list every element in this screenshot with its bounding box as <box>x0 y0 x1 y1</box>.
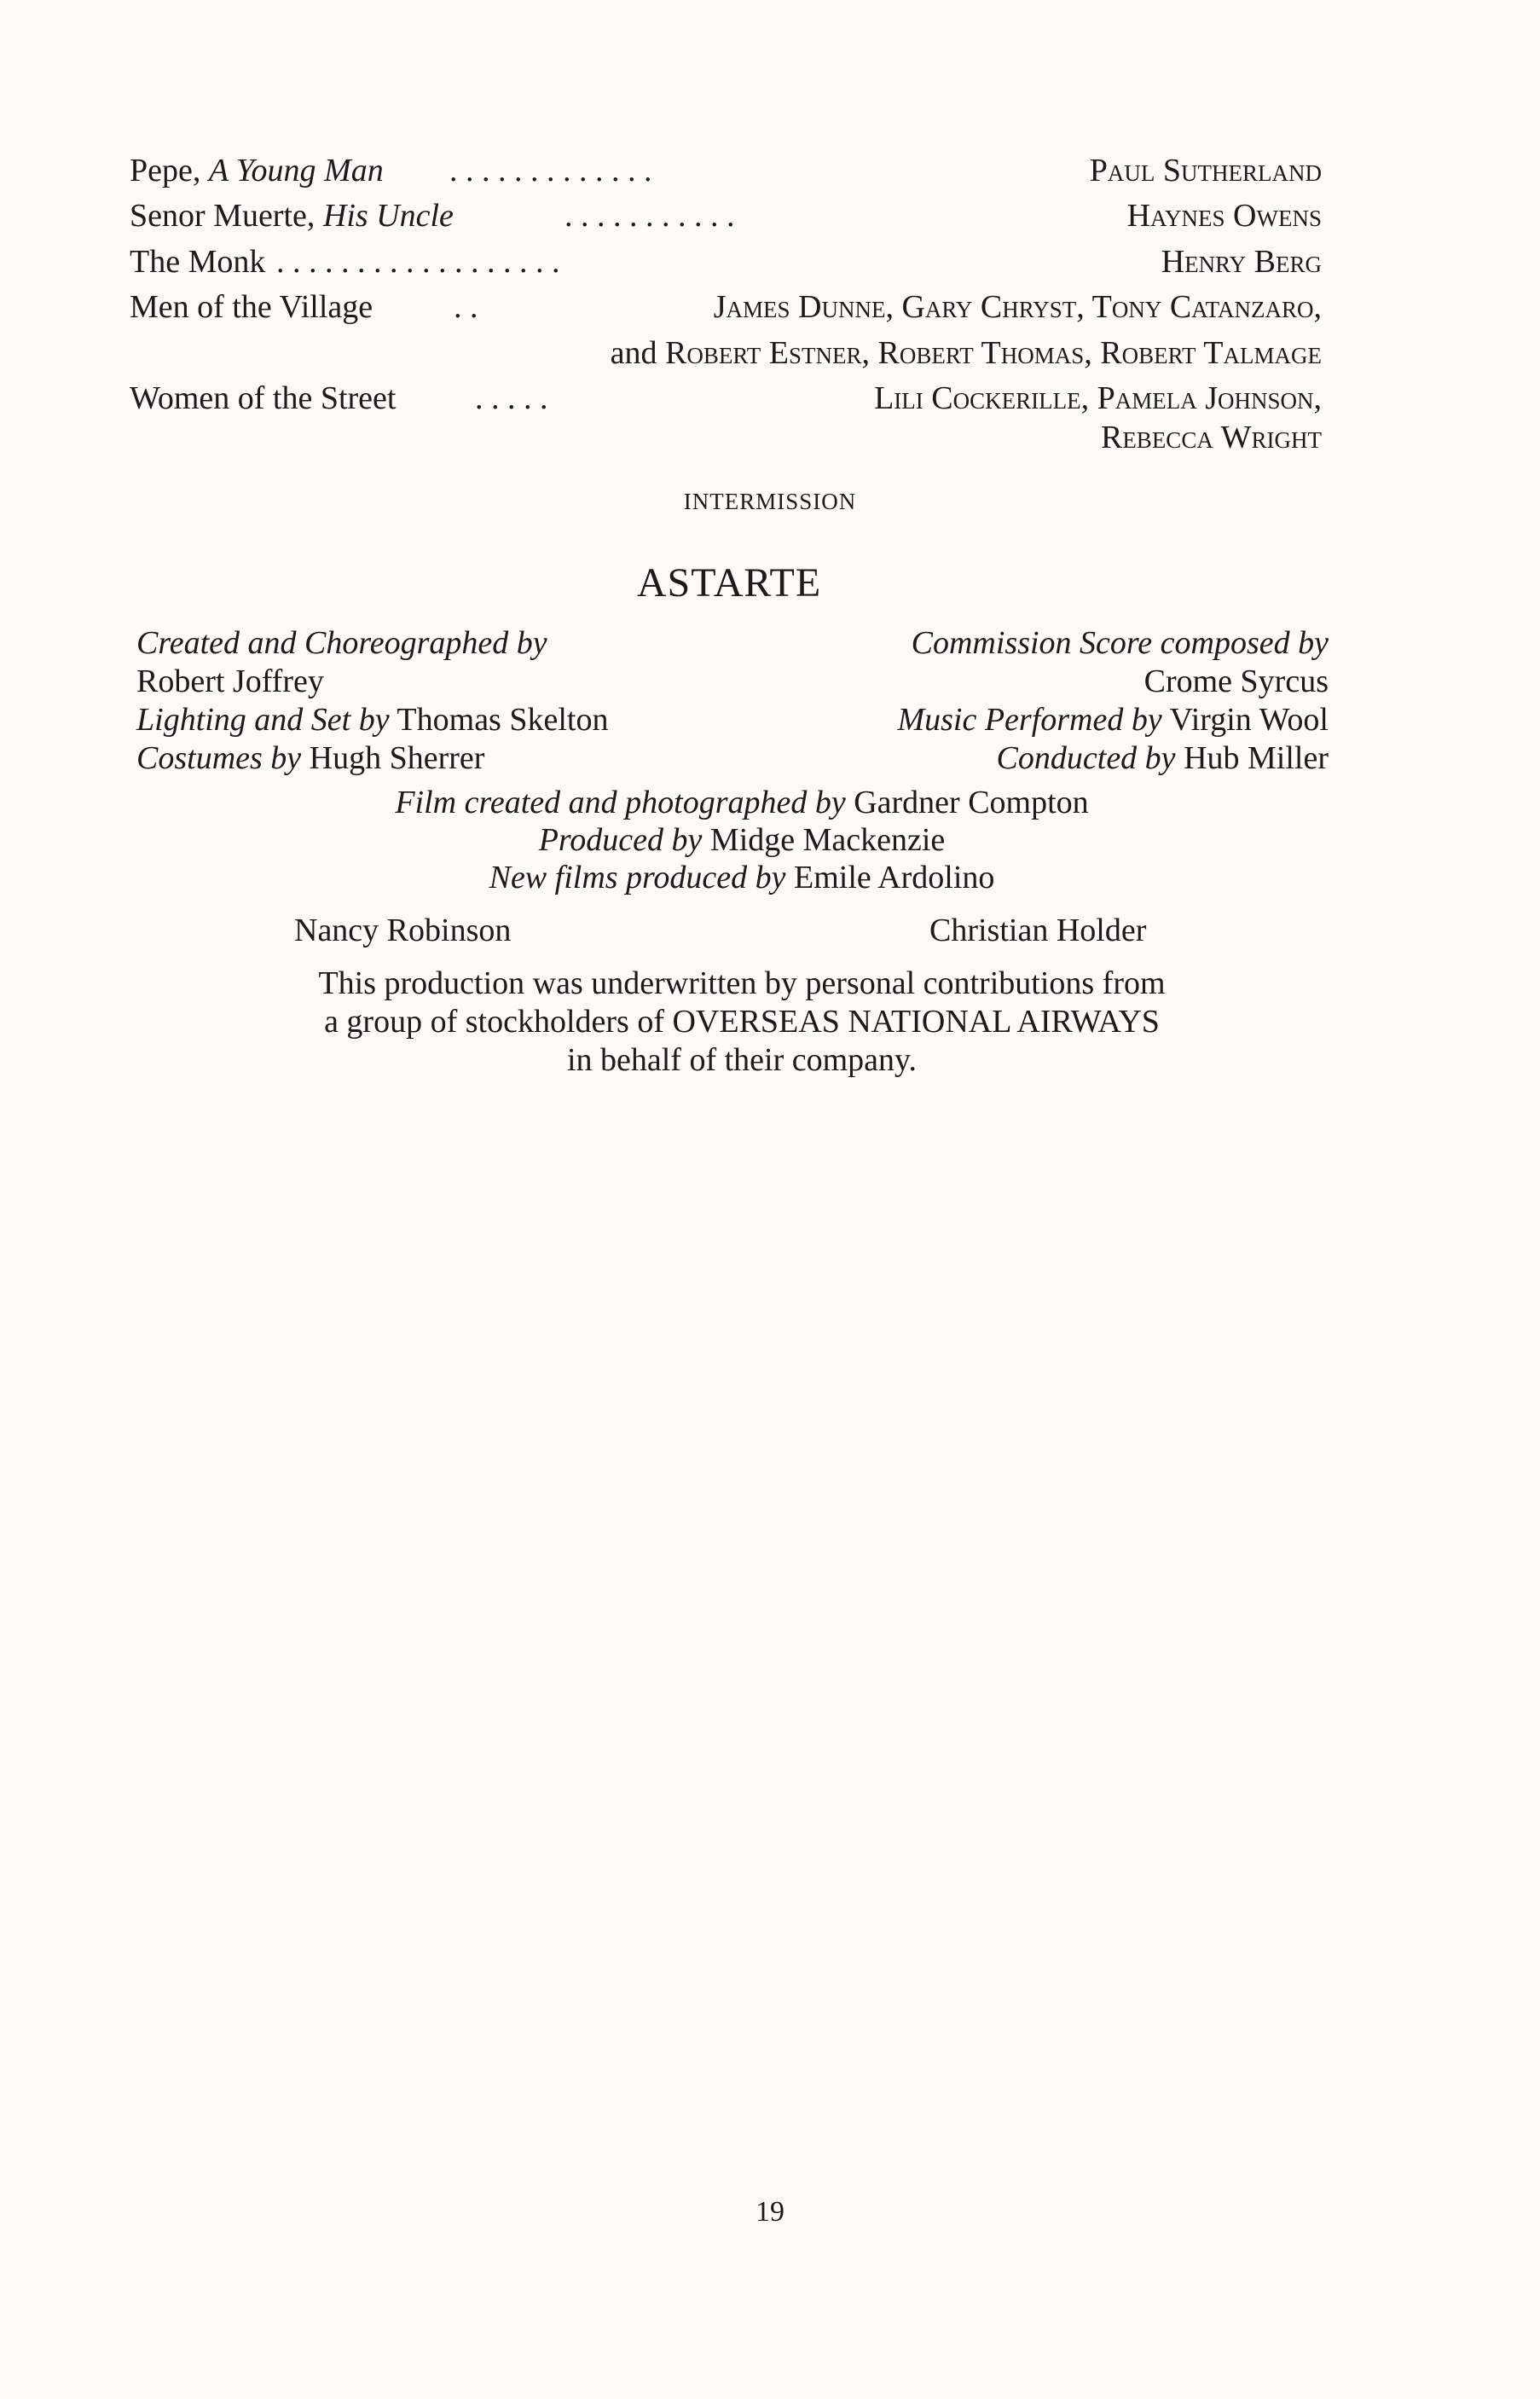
cast-role: Pepe, A Young Man <box>130 153 384 188</box>
cast-row <box>130 150 1322 191</box>
credit-line: Produced by Midge Mackenzie <box>538 822 946 858</box>
underwriting-line: in behalf of their company. <box>566 1042 918 1078</box>
dancer-name: Christian Holder <box>929 913 1147 948</box>
cast-row <box>130 378 1322 419</box>
ballet-title: ASTARTE <box>636 560 822 606</box>
credit-line: Lighting and Set by Thomas Skelton <box>136 702 609 738</box>
page-number: 19 <box>756 2196 784 2228</box>
credit-line: Music Performed by Virgin Wool <box>897 702 1329 738</box>
cast-leader-dots: . . <box>454 289 478 325</box>
credit-line: Robert Joffrey <box>136 663 324 699</box>
cast-actor: Rebecca Wright <box>1100 420 1322 455</box>
cast-actor: Paul Sutherland <box>1089 153 1322 188</box>
cast-role: Men of the Village <box>130 289 373 325</box>
cast-leader-dots: . . . . . . . . . . . . . . . . . . <box>276 244 560 280</box>
cast-role: Women of the Street <box>130 380 397 416</box>
cast-actor: Henry Berg <box>1161 244 1322 280</box>
cast-leader-dots: . . . . . . . . . . . <box>564 198 735 234</box>
cast-row <box>130 195 1322 236</box>
dancer-name: Nancy Robinson <box>294 913 512 948</box>
credit-line: Commission Score composed by <box>911 625 1329 661</box>
cast-actor: Haynes Owens <box>1126 198 1322 234</box>
cast-leader-dots: . . . . . <box>475 380 548 416</box>
credit-line: Created and Choreographed by <box>136 625 547 661</box>
underwriting-line: This production was underwritten by personal contributions from <box>318 965 1166 1001</box>
cast-role: The Monk <box>130 244 266 280</box>
credit-line: Film created and photographed by Gardner Compton <box>395 785 1089 820</box>
cast-role: Senor Muerte, His Uncle <box>130 198 454 234</box>
cast-actor: Lili Cockerille, Pamela Johnson, <box>874 380 1322 416</box>
credit-line: Costumes by Hugh Sherrer <box>136 740 485 776</box>
cast-actor: and Robert Estner, Robert Thomas, Robert Talmage <box>610 335 1322 371</box>
cast-row <box>130 287 1322 327</box>
credit-line: New films produced by Emile Ardolino <box>489 860 995 895</box>
underwriting-line: a group of stockholders of OVERSEAS NATIONAL AIRWAYS <box>324 1004 1160 1040</box>
intermission-heading: INTERMISSION <box>683 489 857 514</box>
credit-line: Conducted by Hub Miller <box>996 740 1329 776</box>
cast-row <box>130 241 1322 282</box>
cast-leader-dots: . . . . . . . . . . . . . <box>449 153 652 188</box>
cast-actor: James Dunne, Gary Chryst, Tony Catanzaro, <box>713 289 1322 325</box>
cast-row <box>130 417 1322 458</box>
credit-line: Crome Syrcus <box>1143 663 1329 699</box>
cast-row <box>130 333 1322 374</box>
